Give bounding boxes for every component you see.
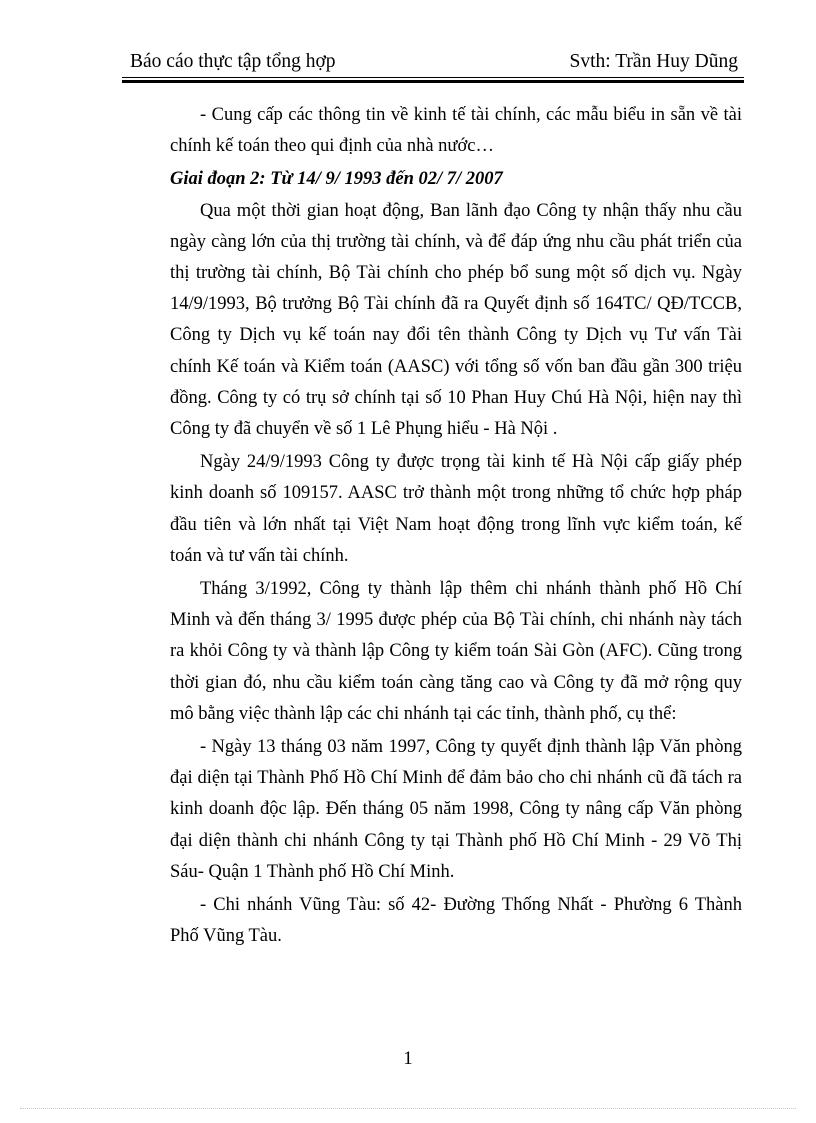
header-rule-thick: [122, 80, 744, 83]
paragraph-hcmc-branch: - Ngày 13 tháng 03 năm 1997, Công ty quyết định thành lập Văn phòng đại diện tại Thành Phố Hồ Chí Minh để đảm bảo cho chi nhánh cũ đã tách ra kinh doanh độc lập. Đến tháng 05 năm 1998, Công ty nâng cấp Văn phòng đại diện thành chi nhánh Công ty tại Thành phố Hồ Chí Minh - 29 Võ Thị Sáu- Quận 1 Thành phố Hồ Chí Minh.: [170, 737, 742, 882]
paragraph-branch-expansion: Tháng 3/1992, Công ty thành lập thêm chi nhánh thành phố Hồ Chí Minh và đến tháng 3/ 1995 được phép của Bộ Tài chính, chi nhánh này tách ra khỏi Công ty và thành lập Công ty kiểm toán Sài Gòn (AFC). Cũng trong thời gian đó, nhu cầu kiểm toán càng tăng cao và Công ty đã mở rộng quy mô bằng việc thành lập các chi nhánh tại các tỉnh, thành phố, cụ thể:: [170, 579, 742, 724]
footer-dotted-line: [20, 1108, 796, 1109]
paragraph-vung-tau-branch: - Chi nhánh Vũng Tàu: số 42- Đường Thống Nhất - Phường 6 Thành Phố Vũng Tàu.: [170, 895, 742, 947]
header-rule-thin: [122, 77, 744, 78]
section-heading-stage-2: Giai đoạn 2: Từ 14/ 9/ 1993 đến 02/ 7/ 2007: [170, 169, 503, 190]
header-report-title: Báo cáo thực tập tổng hợp: [130, 51, 336, 72]
page-number: 1: [403, 1048, 413, 1069]
document-body: [170, 100, 742, 954]
page-header: [122, 50, 744, 78]
header-student-name: Svth: Trần Huy Dũng: [569, 51, 738, 72]
paragraph-business-license: Ngày 24/9/1993 Công ty được trọng tài kinh tế Hà Nội cấp giấy phép kinh doanh số 109157. AASC trở thành một trong những tổ chức hợp pháp đầu tiên và lớn nhất tại Việt Nam hoạt động trong lĩnh vực kiểm toán, kế toán và tư vấn tài chính.: [170, 452, 742, 566]
paragraph-stage-2-history: Qua một thời gian hoạt động, Ban lãnh đạo Công ty nhận thấy nhu cầu ngày càng lớn của thị trường tài chính, và để đáp ứng nhu cầu phát triển của thị trường tài chính, Bộ Tài chính cho phép bổ sung một số dịch vụ. Ngày 14/9/1993, Bộ trưởng Bộ Tài chính đã ra Quyết định số 164TC/ QĐ/TCCB, Công ty Dịch vụ kế toán nay đổi tên thành Công ty Dịch vụ Tư vấn Tài chính Kế toán và Kiểm toán (AASC) với tổng số vốn ban đầu gần 300 triệu đồng. Công ty có trụ sở chính tại số 10 Phan Huy Chú Hà Nội, hiện nay thì Công ty đã chuyển về số 1 Lê Phụng hiểu - Hà Nội .: [170, 200, 742, 440]
paragraph-info-services: - Cung cấp các thông tin về kinh tế tài chính, các mẫu biểu in sẵn về tài chính kế toán theo qui định của nhà nước…: [170, 105, 742, 157]
